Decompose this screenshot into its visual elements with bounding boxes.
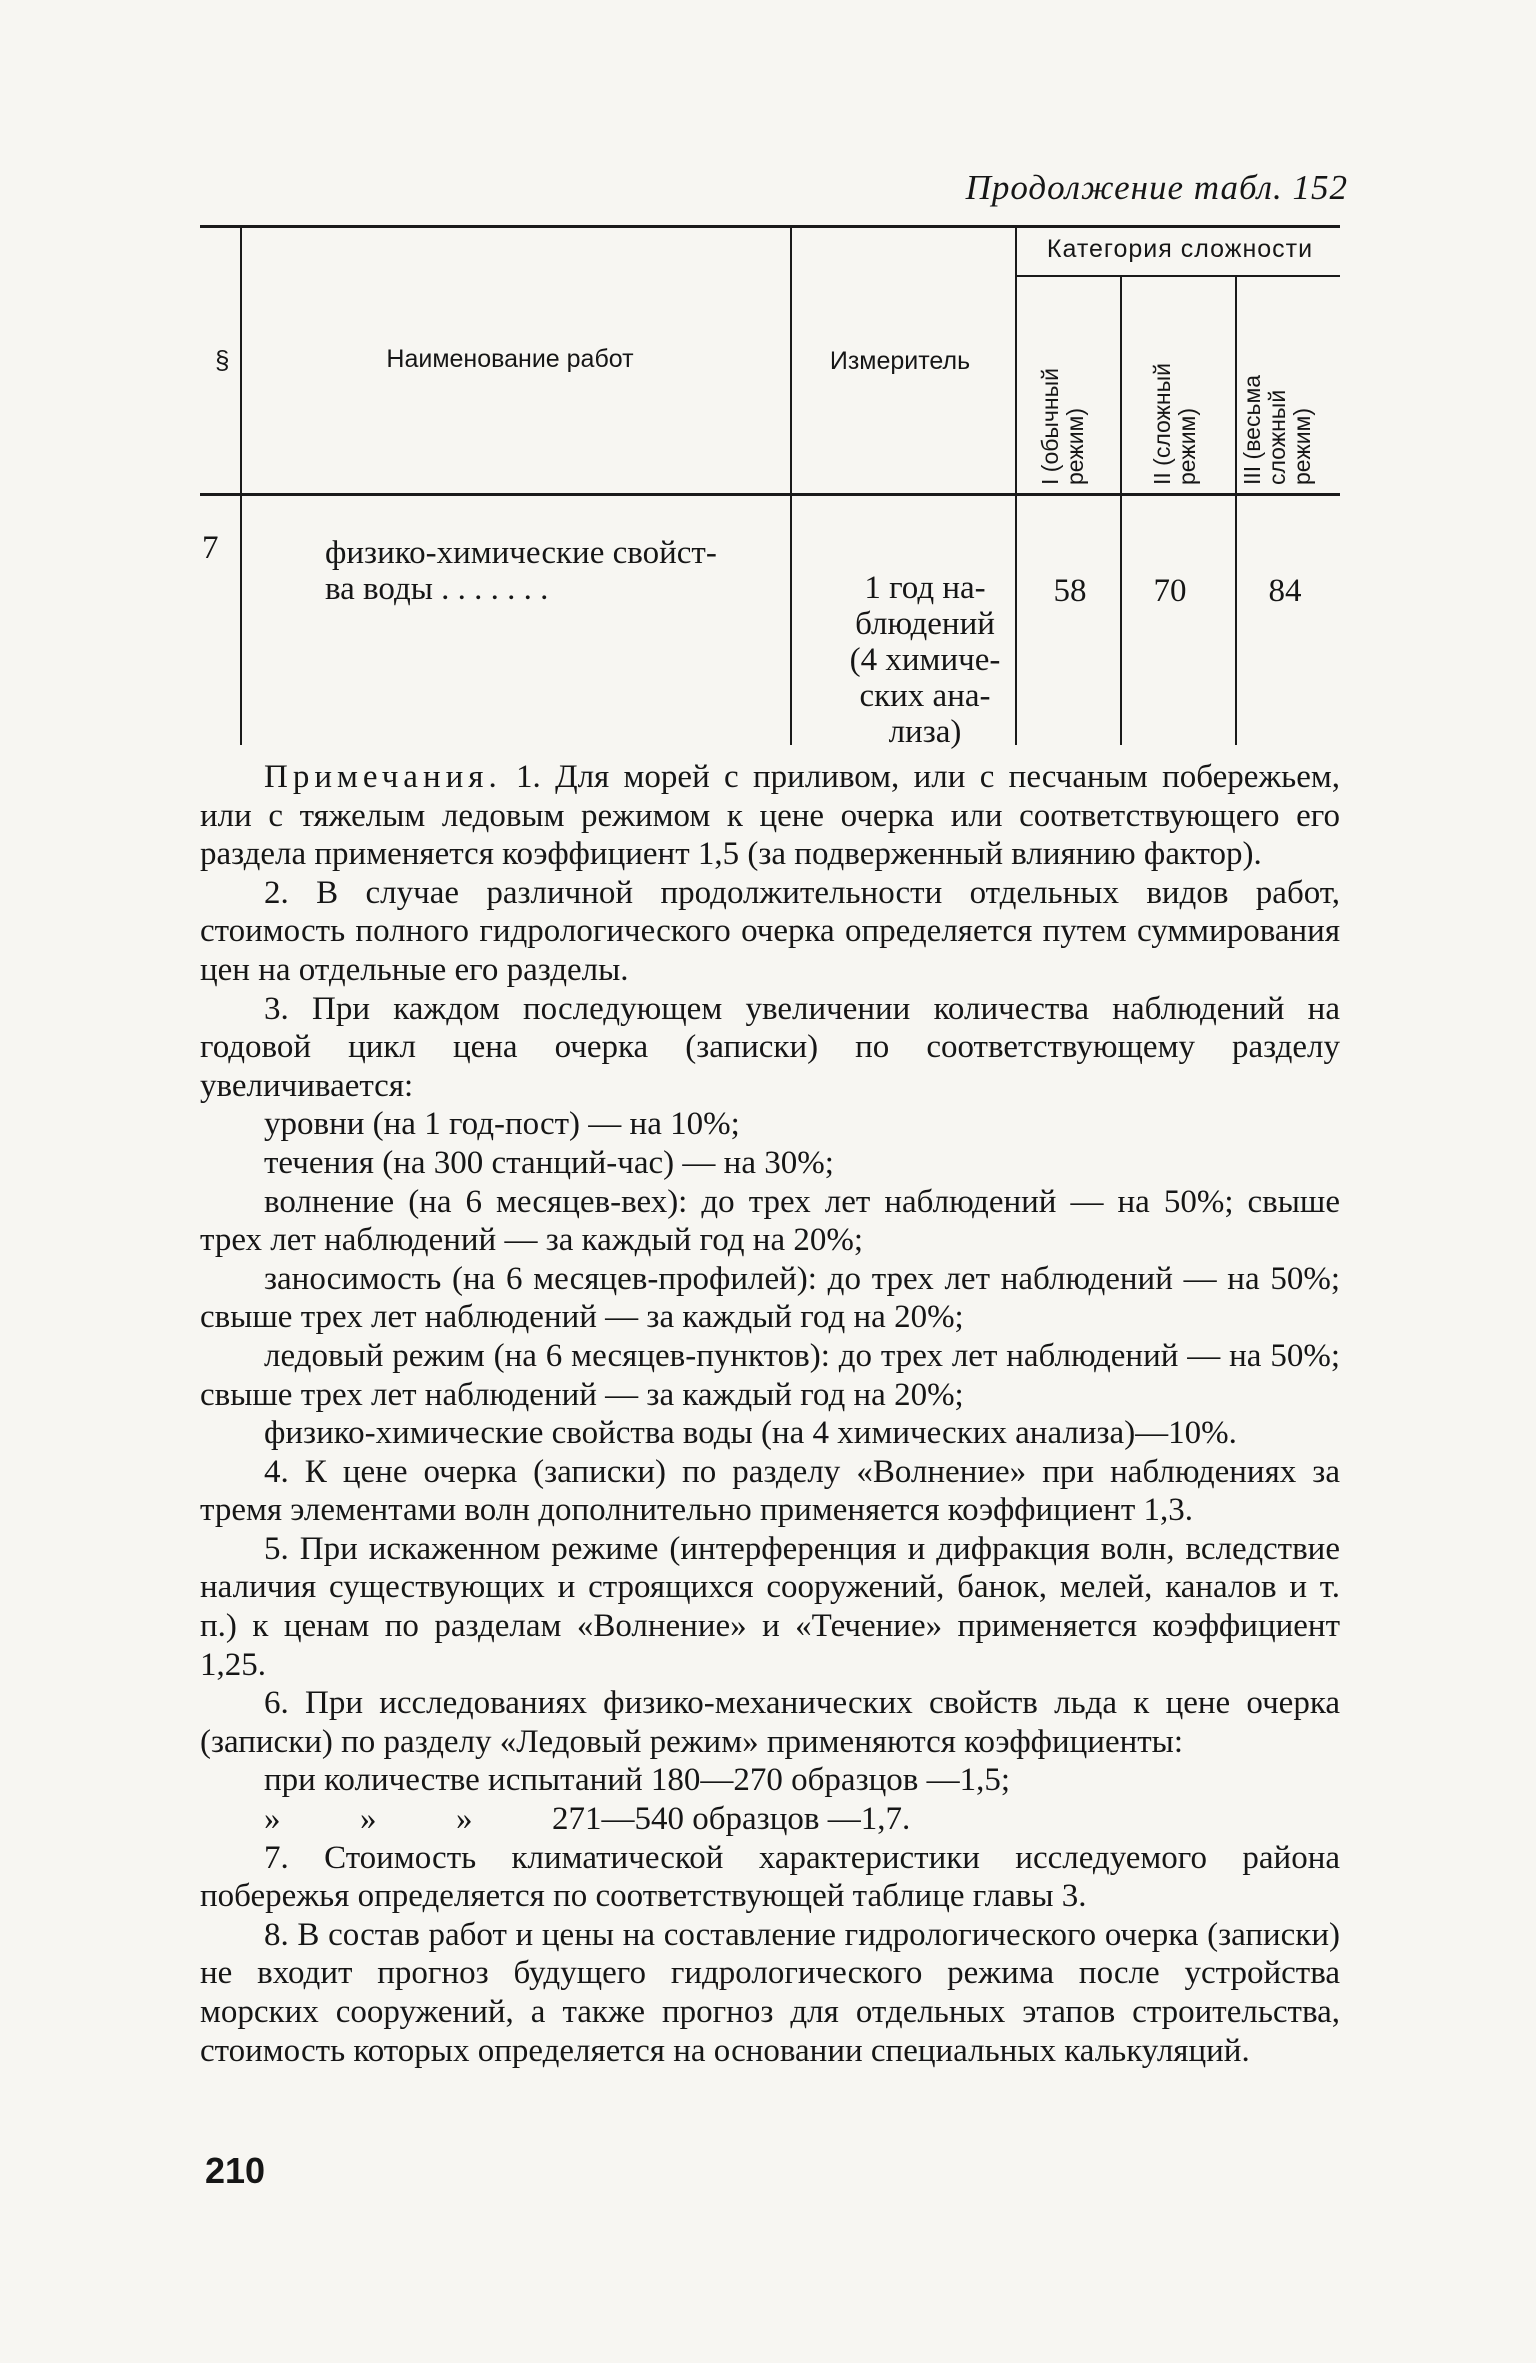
- row-work-name-line-1: физико-химические свойст-: [325, 535, 717, 571]
- note-2: 2. В случае различной продолжительности отдельных видов работ, стоимость полного гидрологического очерка определяется путем суммирования цен на отдельные его разделы.: [200, 874, 1340, 988]
- price-table: [200, 225, 1340, 750]
- value-category-3: 84: [1268, 573, 1302, 609]
- ditto-mark: »: [456, 1801, 473, 1838]
- row-measure: [820, 570, 1030, 750]
- col-rule-5: [1235, 275, 1237, 745]
- row-measure-line: ских ана-: [859, 678, 991, 714]
- note-6-coef-2: [200, 1800, 1340, 1839]
- note-3: 3. При каждом последующем увеличении количества наблюдений на годовой цикл цена очерка (записки) по соответствующему разделу увеличивается:: [200, 990, 1340, 1104]
- section-header: §: [215, 345, 230, 375]
- col-rule-1: [240, 225, 242, 745]
- row-work-name: [325, 535, 795, 607]
- measure-header: Измеритель: [829, 347, 971, 375]
- value-category-2: 70: [1153, 573, 1187, 609]
- name-header: Наименование работ: [386, 345, 634, 373]
- row-work-name-line-2: ва воды . . . . . . .: [325, 571, 549, 607]
- note-3-item: уровни (на 1 год-пост) — на 10%;: [264, 1106, 740, 1143]
- note-8: 8. В состав работ и цены на составление гидрологического очерка (записки) не входит прогноз будущего гидрологического режима после устройства морских сооружений, а также прогноз для отдельных этапов строительства, стоимость которых определяется на основании специальных калькуляций.: [200, 1916, 1340, 2069]
- note-6-coef-1: при количестве испытаний 180—270 образцов —1,5;: [264, 1762, 1011, 1799]
- row-measure-line: (4 химиче-: [849, 642, 1001, 678]
- note-3-item: заносимость (на 6 месяцев-профилей): до трех лет наблюдений — на 50%; свыше трех лет наблюдений — за каждый год на 20%;: [200, 1260, 1340, 1336]
- ditto-mark: »: [264, 1801, 281, 1838]
- value-category-1: 58: [1053, 573, 1087, 609]
- row-measure-line: 1 год на-: [864, 570, 986, 606]
- note-1: [200, 758, 1340, 874]
- row-number: 7: [202, 530, 219, 566]
- category-1-header: I (обычный режим): [1037, 368, 1088, 485]
- note-4: 4. К цене очерка (записки) по разделу «Волнение» при наблюдениях за тремя элементами волн дополнительно применяется коэффициент 1,3.: [200, 1453, 1340, 1529]
- page-number: 210: [205, 2150, 266, 2191]
- col-rule-2: [790, 225, 792, 745]
- note-3-item: волнение (на 6 месяцев-вех): до трех лет наблюдений — на 50%; свыше трех лет наблюдений — за каждый год на 20%;: [200, 1183, 1340, 1259]
- notes-section: [200, 758, 1340, 2070]
- notes-heading: Примечания.: [264, 759, 502, 795]
- note-6: 6. При исследованиях физико-механических свойств льда к цене очерка (записки) по разделу «Ледовый режим» применяются коэффициенты:: [200, 1685, 1340, 1760]
- category-3-header: III (весьма сложный режим): [1239, 374, 1315, 485]
- header-bottom-rule: [200, 493, 1340, 496]
- note-6-coef-2-text: 271—540 образцов —1,7.: [552, 1801, 911, 1838]
- note-7: 7. Стоимость климатической характеристики исследуемого района побережья определяется по соответствующей таблице главы 3.: [200, 1839, 1340, 1915]
- category-group-header: Категория сложности: [1046, 235, 1314, 263]
- col-rule-4: [1120, 275, 1122, 745]
- row-measure-line: лиза): [888, 714, 962, 750]
- note-3-item: течения (на 300 станций-час) — на 30%;: [264, 1144, 834, 1181]
- ditto-mark: »: [360, 1801, 377, 1838]
- table-caption: Продолжение табл. 152: [965, 168, 1348, 207]
- note-3-item: физико-химические свойства воды (на 4 химических анализа)—10%.: [264, 1415, 1237, 1452]
- table-top-rule: [200, 225, 1340, 228]
- category-2-header: II (сложный режим): [1149, 362, 1200, 485]
- note-3-item: ледовый режим (на 6 месяцев-пунктов): до трех лет наблюдений — на 50%; свыше трех лет наблюдений — за каждый год на 20%;: [200, 1337, 1340, 1413]
- note-1-text: 1. Для морей с приливом, или с песчаным побережьем, или с тяжелым ледовым режимом к цене очерка или соответствующего его раздела применяется коэффициент 1,5 (за подверженный влиянию фактор).: [200, 759, 1341, 873]
- note-5: 5. При искаженном режиме (интерференция и дифракция волн, вследствие наличия существующих и строящихся сооружений, банок, мелей, каналов и т. п.) к ценам по разделам «Волнение» и «Течение» применяется коэффициент 1,25.: [200, 1530, 1340, 1683]
- category-header-rule: [1015, 275, 1340, 277]
- row-measure-line: блюдений: [855, 606, 995, 642]
